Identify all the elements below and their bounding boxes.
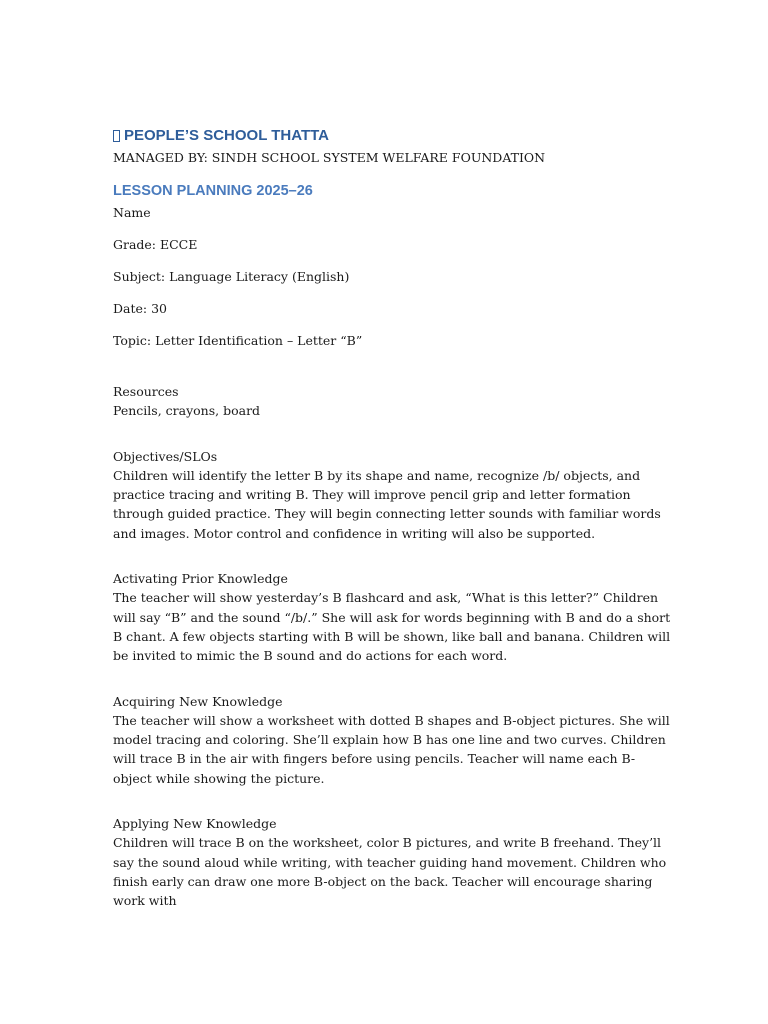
school-title — [113, 126, 673, 146]
objectives-body: Children will identify the letter B by its shape and name, recognize /b/ objects, and practice tracing and writing B. They will improve pencil grip and letter formation through guided practice. They will begin connecting letter sounds with familiar words and images. Motor control and confidence in writing will also be supported. — [113, 467, 661, 541]
topic-field: Topic: Letter Identification – Letter “B” — [113, 333, 363, 348]
activating-body: The teacher will show yesterday’s B flashcard and ask, “What is this letter?” Children will say “B” and the sound “/b/.” She will ask for words beginning with B and do a short B chant. A few objects starting with B will be shown, like ball and banana. Children will be invited to mimic the B sound and do actions for each word. — [113, 590, 671, 664]
resources-section — [113, 382, 673, 421]
applying-heading: Applying New Knowledge — [113, 816, 277, 832]
subject-field: Subject: Language Literacy (English) — [113, 269, 350, 284]
acquiring-heading: Acquiring New Knowledge — [113, 693, 283, 709]
school-name: PEOPLE’S SCHOOL THATTA — [124, 127, 330, 144]
lesson-planning-heading: LESSON PLANNING 2025–26 — [113, 183, 313, 199]
applying-body: Children will trace B on the worksheet, color B pictures, and write B freehand. They’ll say the sound aloud while writing, with teacher guiding hand movement. Children who finish early can draw one more B-object on the back. Teacher will encourage sharing work with — [113, 835, 667, 909]
objectives-section — [113, 447, 673, 543]
resources-body: Pencils, crayons, board — [113, 403, 261, 419]
resources-heading: Resources — [113, 384, 179, 399]
document-page — [113, 126, 673, 911]
missing-glyph-icon — [113, 130, 120, 142]
name-field: Name — [113, 205, 151, 220]
objectives-heading: Objectives/SLOs — [113, 448, 218, 464]
date-field: Date: 30 — [113, 301, 167, 316]
managed-by-line: MANAGED BY: SINDH SCHOOL SYSTEM WELFARE FOUNDATION — [113, 150, 546, 165]
activating-heading: Activating Prior Knowledge — [113, 571, 288, 587]
grade-field: Grade: ECCE — [113, 237, 198, 252]
activating-section — [113, 569, 673, 665]
acquiring-body: The teacher will show a worksheet with dotted B shapes and B-object pictures. She will model tracing and coloring. She’ll explain how B has one line and two curves. Children will trace B in the air with fingers before using pencils. Teacher will name each B-object while showing the picture. — [113, 712, 670, 786]
acquiring-section — [113, 692, 673, 788]
applying-section — [113, 814, 673, 910]
